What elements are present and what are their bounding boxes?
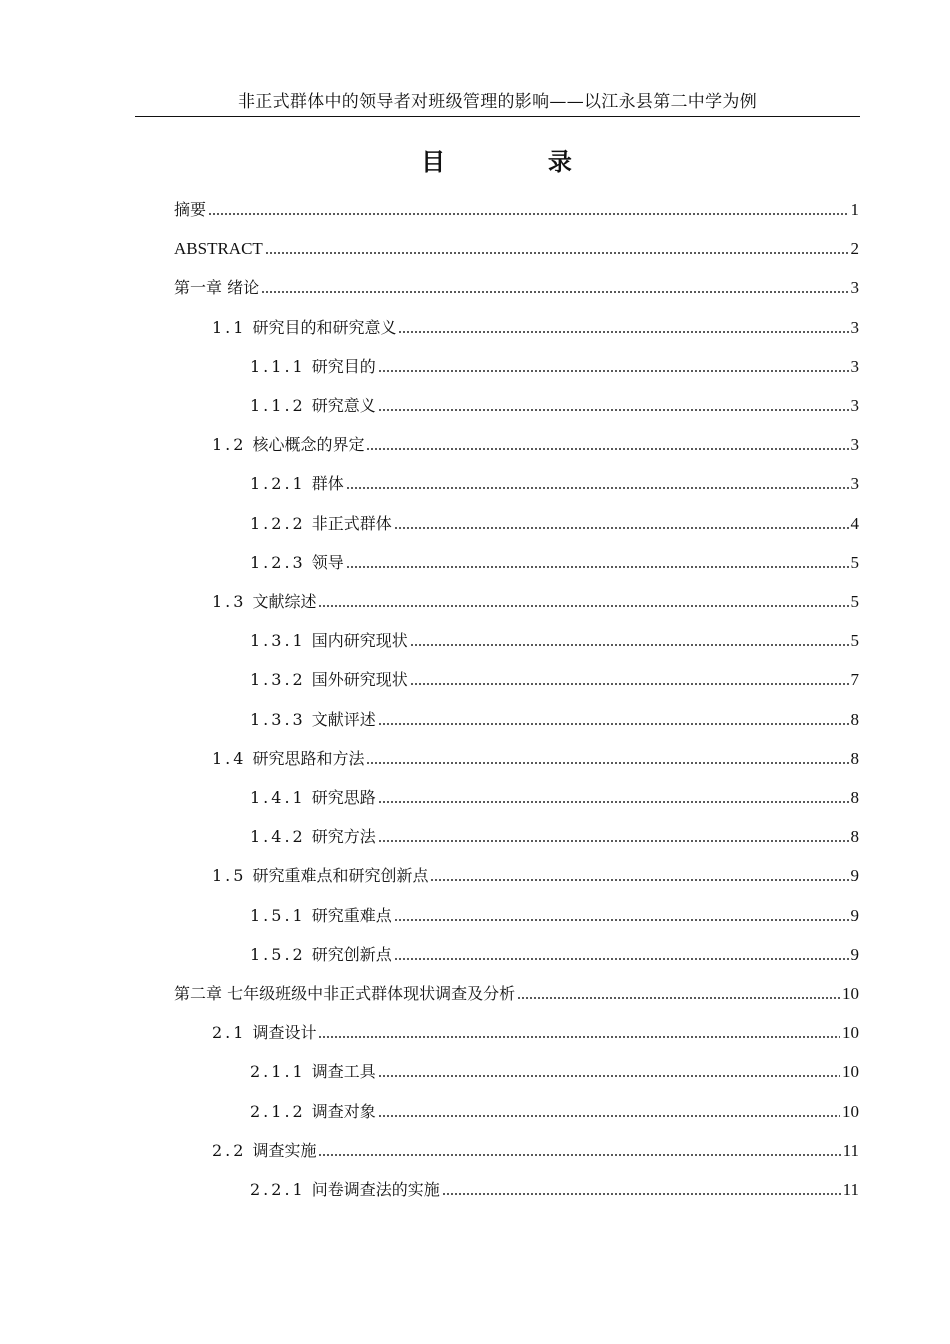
toc-entry[interactable] xyxy=(250,543,859,582)
dot-leader xyxy=(378,409,849,411)
toc-entry[interactable] xyxy=(212,1013,859,1052)
toc-entry-label: 群体 xyxy=(311,473,344,493)
toc-entry-page-number: 5 xyxy=(850,591,859,611)
toc-entry[interactable] xyxy=(212,1131,859,1170)
header-divider xyxy=(135,116,860,117)
dot-leader xyxy=(517,997,840,999)
toc-entry-label: 非正式群体 xyxy=(311,513,392,533)
toc-entry-page-number: 8 xyxy=(850,787,859,807)
toc-entry-label: 第二章 七年级班级中非正式群体现状调查及分析 xyxy=(174,983,516,1003)
toc-entry-page-number: 4 xyxy=(850,513,859,533)
toc-entry-number: 1.1 xyxy=(212,317,247,337)
toc-entry-number: 2.2.1 xyxy=(250,1179,306,1199)
toc-entry[interactable] xyxy=(250,817,859,856)
toc-entry[interactable] xyxy=(250,504,859,543)
toc-entry-label: 研究思路 xyxy=(311,787,376,807)
dot-leader xyxy=(398,331,848,333)
toc-entry[interactable] xyxy=(212,425,859,464)
toc-entry-page-number: 9 xyxy=(850,865,859,885)
toc-entry-page-number: 11 xyxy=(842,1140,859,1160)
toc-entry-label: 调查对象 xyxy=(311,1101,376,1121)
toc-entry-label: 摘要 xyxy=(174,199,207,219)
toc-entry-number: 2.2 xyxy=(212,1140,247,1160)
toc-entry[interactable] xyxy=(250,386,859,425)
toc-entry[interactable] xyxy=(250,1092,859,1131)
toc-entry[interactable] xyxy=(212,856,859,895)
dot-leader xyxy=(318,1154,840,1156)
toc-entry-label: 国外研究现状 xyxy=(311,669,408,689)
dot-leader xyxy=(378,801,849,803)
toc-entry-label: 调查设计 xyxy=(252,1022,317,1042)
dot-leader xyxy=(394,527,849,529)
dot-leader xyxy=(378,1075,840,1077)
dot-leader xyxy=(366,762,848,764)
toc-entry-number: 1.3.3 xyxy=(250,709,306,729)
toc-entry-number: 1.3.2 xyxy=(250,669,306,689)
dot-leader xyxy=(378,1115,840,1117)
toc-entry[interactable] xyxy=(250,660,859,699)
toc-entry-label: 核心概念的界定 xyxy=(252,434,365,454)
toc-entry-label: 研究方法 xyxy=(311,826,376,846)
toc-entry[interactable] xyxy=(250,464,859,503)
toc-entry-label: 研究重难点和研究创新点 xyxy=(252,865,429,885)
toc-entry-page-number: 5 xyxy=(850,630,859,650)
dot-leader xyxy=(378,370,849,372)
dot-leader xyxy=(410,644,849,646)
toc-entry[interactable] xyxy=(250,896,859,935)
toc-entry-label: 研究创新点 xyxy=(311,944,392,964)
toc-entry-page-number: 8 xyxy=(850,709,859,729)
toc-entry-label: 调查实施 xyxy=(252,1140,317,1160)
toc-entry-label: 第一章 绪论 xyxy=(174,277,260,297)
toc-entry[interactable] xyxy=(250,935,859,974)
toc-entry-page-number: 3 xyxy=(850,473,859,493)
toc-entry[interactable] xyxy=(174,190,859,229)
dot-leader xyxy=(394,958,849,960)
toc-entry-page-number: 9 xyxy=(850,905,859,925)
toc-entry-number: 1.3 xyxy=(212,591,247,611)
toc-entry[interactable] xyxy=(250,778,859,817)
toc-entry-number: 1.3.1 xyxy=(250,630,306,650)
running-header-title: 非正式群体中的领导者对班级管理的影响——以江永县第二中学为例 xyxy=(238,92,757,112)
toc-entry[interactable] xyxy=(250,700,859,739)
dot-leader xyxy=(366,448,848,450)
toc-entry-page-number: 2 xyxy=(850,238,859,258)
toc-entry-number: 1.4.2 xyxy=(250,826,306,846)
toc-entry[interactable] xyxy=(212,739,859,778)
dot-leader xyxy=(265,252,849,254)
dot-leader xyxy=(208,213,848,215)
toc-entry-number: 1.2 xyxy=(212,434,247,454)
toc-entry-label: 调查工具 xyxy=(311,1061,376,1081)
toc-entry[interactable] xyxy=(174,974,859,1013)
dot-leader xyxy=(394,919,849,921)
toc-entry-page-number: 10 xyxy=(842,983,859,1003)
toc-entry-number: 1.2.2 xyxy=(250,513,306,533)
toc-entry-number: 2.1 xyxy=(212,1022,247,1042)
toc-entry-page-number: 3 xyxy=(850,356,859,376)
toc-entry[interactable] xyxy=(250,621,859,660)
dot-leader xyxy=(318,605,848,607)
toc-entry-page-number: 9 xyxy=(850,944,859,964)
toc-entry[interactable] xyxy=(212,308,859,347)
toc-entry-page-number: 8 xyxy=(850,748,859,768)
toc-entry-page-number: 10 xyxy=(842,1061,859,1081)
toc-entry-label: 研究思路和方法 xyxy=(252,748,365,768)
toc-entry-number: 1.5.2 xyxy=(250,944,306,964)
toc-entry-label: 国内研究现状 xyxy=(311,630,408,650)
toc-entry-page-number: 10 xyxy=(842,1101,859,1121)
dot-leader xyxy=(430,879,848,881)
toc-entry-page-number: 11 xyxy=(842,1179,859,1199)
toc-entry-number: 1.1.2 xyxy=(250,395,306,415)
toc-entry-number: 1.2.3 xyxy=(250,552,306,572)
toc-entry-number: 2.1.1 xyxy=(250,1061,306,1081)
dot-leader xyxy=(346,487,849,489)
toc-entry[interactable] xyxy=(174,268,859,307)
toc-entry-label: 研究意义 xyxy=(311,395,376,415)
toc-entry-page-number: 10 xyxy=(842,1022,859,1042)
toc-entry-number: 1.4 xyxy=(212,748,247,768)
toc-entry[interactable] xyxy=(250,1170,859,1209)
dot-leader xyxy=(410,683,849,685)
toc-entry-number: 1.2.1 xyxy=(250,473,306,493)
toc-entry-page-number: 5 xyxy=(850,552,859,572)
toc-entry-label: 研究目的 xyxy=(311,356,376,376)
dot-leader xyxy=(261,291,848,293)
toc-title: 目 录 xyxy=(421,147,574,176)
toc-entry[interactable] xyxy=(212,582,859,621)
toc-entry-number: 2.1.2 xyxy=(250,1101,306,1121)
toc-entry-page-number: 3 xyxy=(850,395,859,415)
dot-leader xyxy=(346,566,849,568)
toc-entry-number: 1.1.1 xyxy=(250,356,306,376)
toc-entry-page-number: 7 xyxy=(850,669,859,689)
toc-entry-label: 研究重难点 xyxy=(311,905,392,925)
toc-entry-page-number: 8 xyxy=(850,826,859,846)
toc-entry-number: 1.4.1 xyxy=(250,787,306,807)
dot-leader xyxy=(442,1193,841,1195)
dot-leader xyxy=(378,840,849,842)
toc-entry[interactable] xyxy=(174,229,859,268)
toc-entry-page-number: 3 xyxy=(850,277,859,297)
dot-leader xyxy=(318,1036,840,1038)
toc-entry-page-number: 3 xyxy=(850,317,859,337)
toc-entry-label: 问卷调查法的实施 xyxy=(311,1179,440,1199)
toc-entry[interactable] xyxy=(250,347,859,386)
toc-entry-page-number: 1 xyxy=(850,199,859,219)
toc-entry-number: 1.5.1 xyxy=(250,905,306,925)
toc-entry-label: ABSTRACT xyxy=(174,238,263,258)
toc-entry-label: 文献评述 xyxy=(311,709,376,729)
toc-entry[interactable] xyxy=(250,1052,859,1091)
toc-entry-page-number: 3 xyxy=(850,434,859,454)
dot-leader xyxy=(378,723,849,725)
toc-entry-label: 研究目的和研究意义 xyxy=(252,317,397,337)
toc-entry-label: 文献综述 xyxy=(252,591,317,611)
toc-entry-label: 领导 xyxy=(311,552,344,572)
toc-entry-number: 1.5 xyxy=(212,865,247,885)
